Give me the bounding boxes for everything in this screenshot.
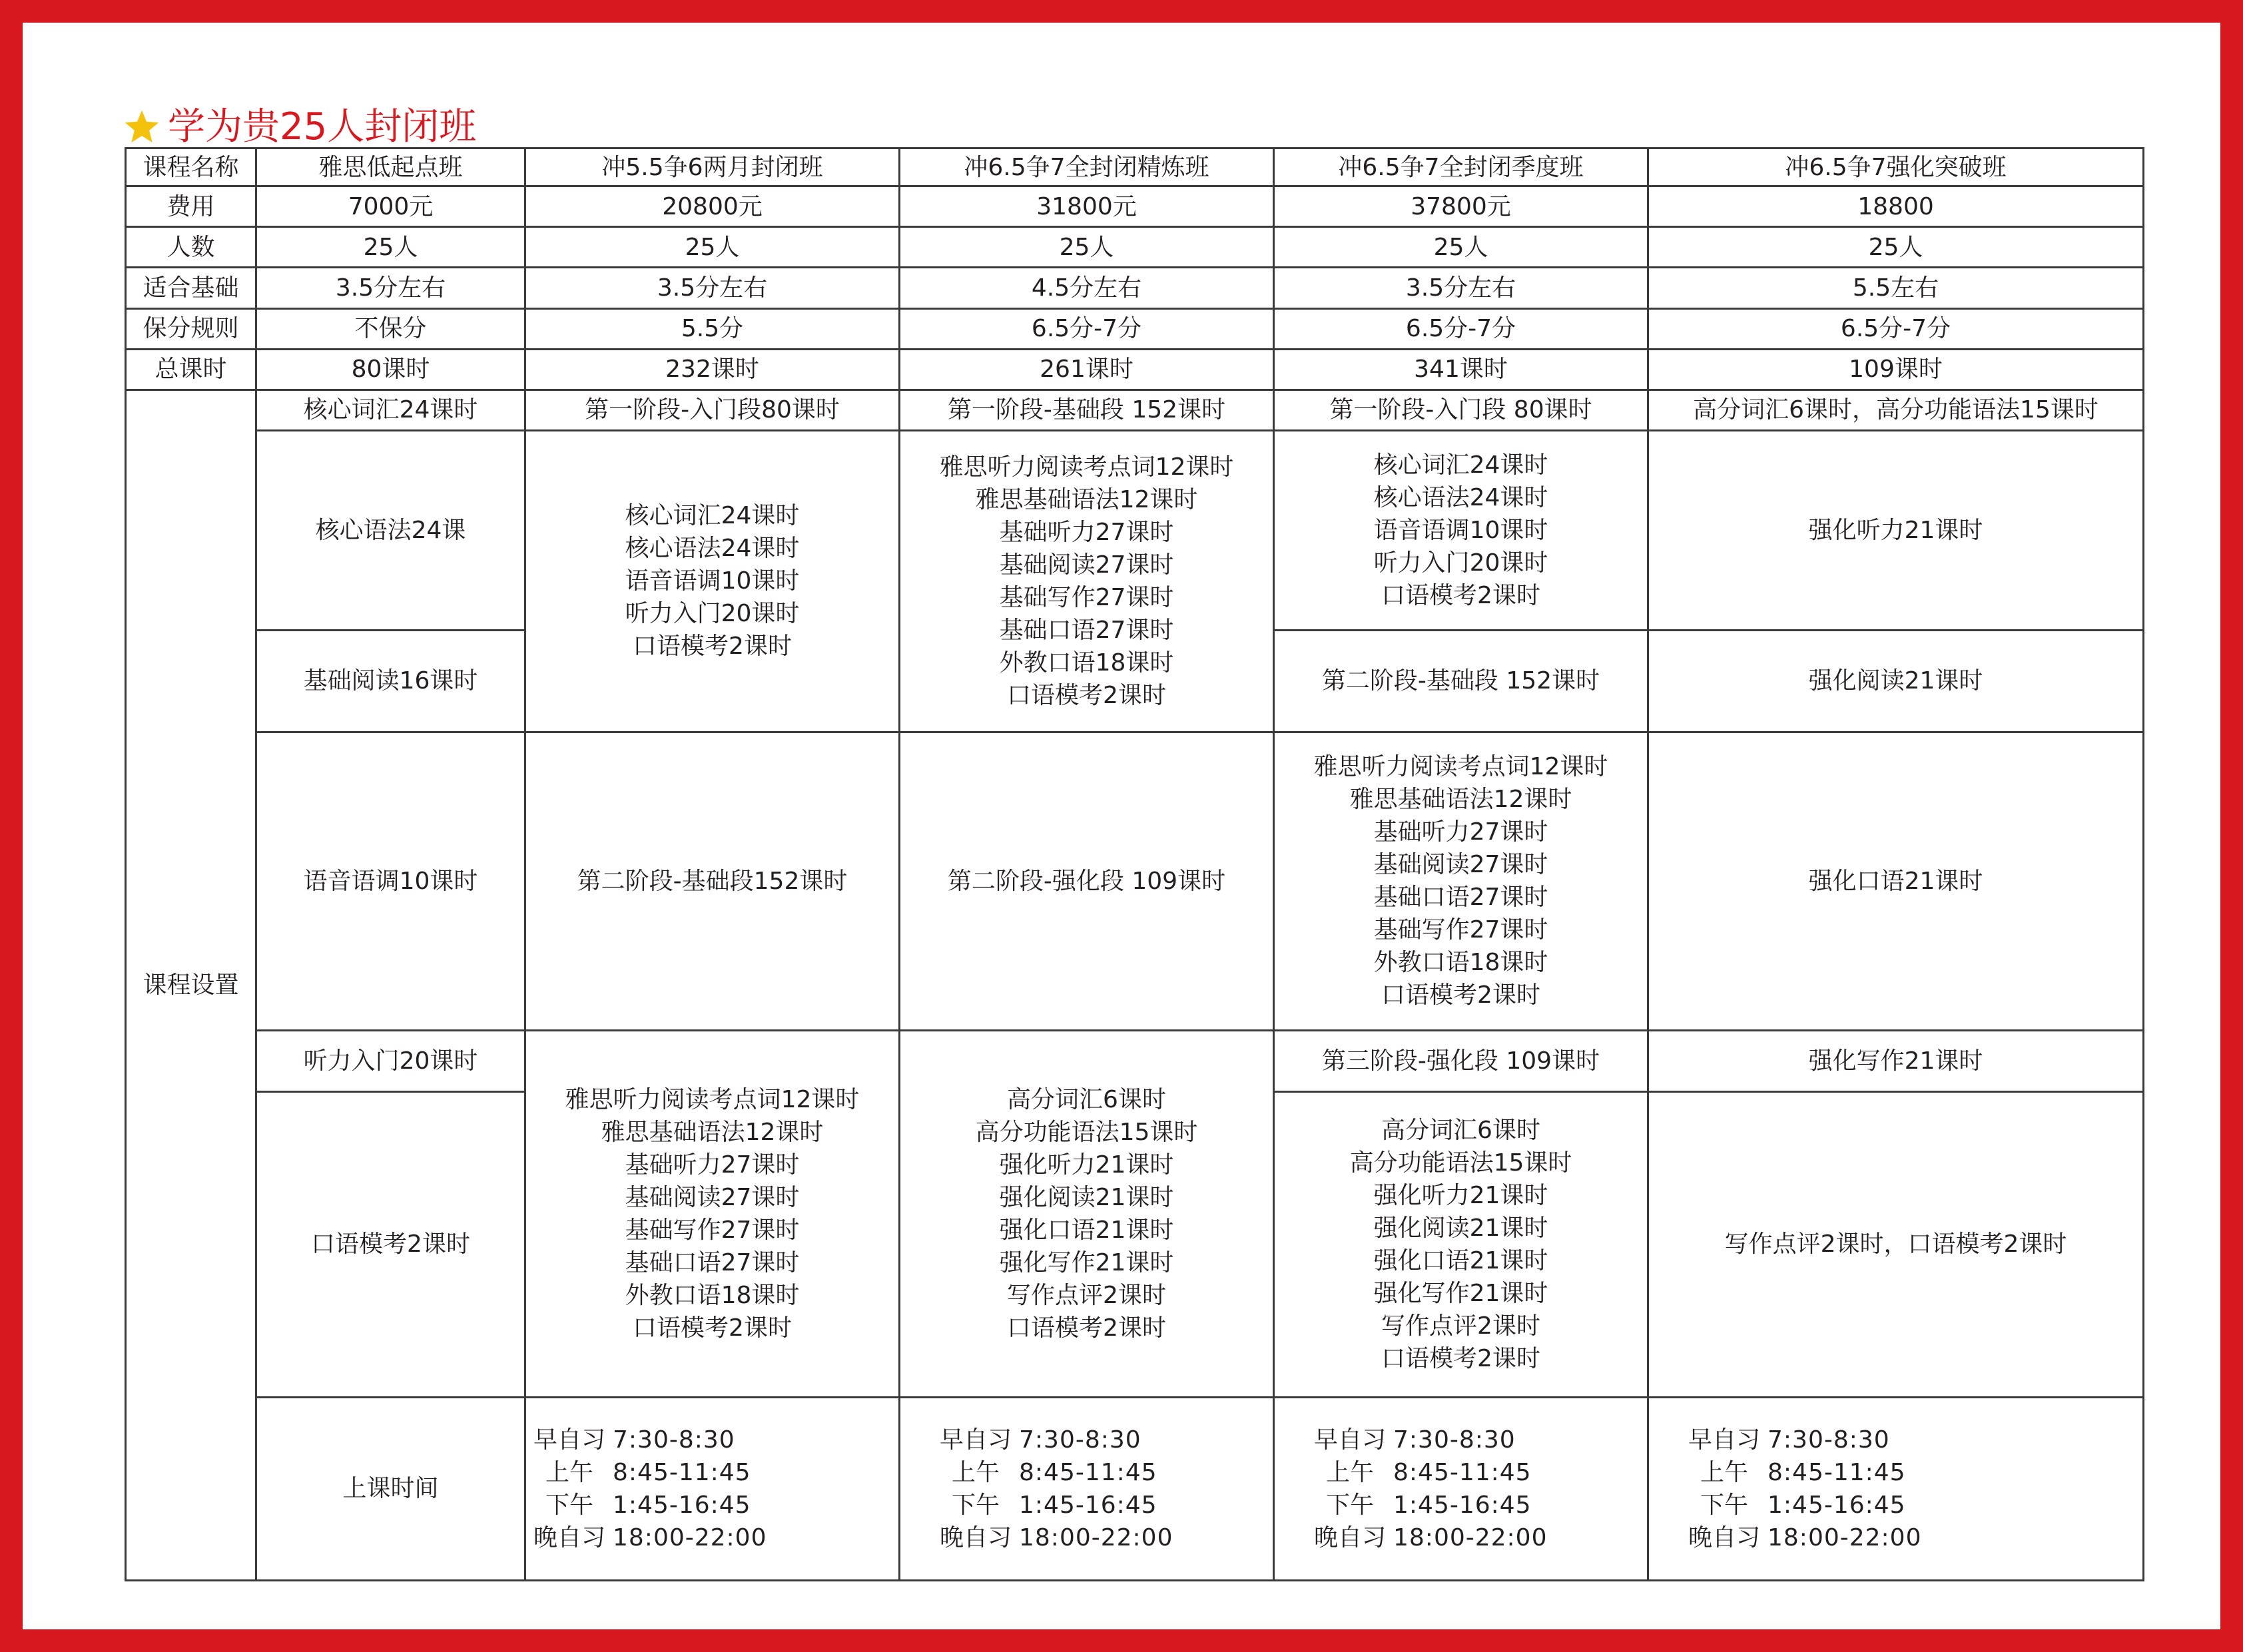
course-cell: 核心词汇24课时 (256, 390, 525, 430)
schedule-time: 7:30-8:30 (1019, 1426, 1141, 1454)
table-cell: 3.5分左右 (1274, 268, 1648, 308)
course-list (525, 1031, 900, 1397)
course-cell: 写作点评2课时，口语模考2课时 (1648, 1091, 2144, 1397)
schedule-key: 早自习 (1313, 1426, 1386, 1454)
list-item: 强化阅读21课时 (1373, 1214, 1548, 1242)
list-item: 强化口语21课时 (999, 1216, 1174, 1244)
schedule-key: 上午 (1700, 1458, 1748, 1486)
list-item: 基础口语27课时 (999, 616, 1174, 644)
table-cell: 4.5分左右 (900, 268, 1274, 308)
row-label: 总课时 (126, 349, 256, 390)
schedule-time: 1:45-16:45 (1393, 1491, 1532, 1519)
header-cell: 冲5.5争6两月封闭班 (525, 148, 900, 186)
list-item: 基础写作27课时 (1373, 916, 1548, 944)
table-row-level (126, 268, 2144, 308)
schedule-time: 18:00-22:00 (613, 1523, 767, 1551)
list-item: 高分功能语法15课时 (975, 1118, 1198, 1146)
list-item: 口语模考2课时 (1381, 981, 1540, 1009)
list-item: 高分词汇6课时 (1381, 1116, 1540, 1144)
schedule-key: 上午 (951, 1458, 1000, 1486)
course-list (1274, 431, 1648, 631)
list-item: 核心语法24课时 (625, 535, 800, 563)
course-cell: 语音语调10课时 (256, 732, 525, 1031)
list-item: 雅思听力阅读考点词12课时 (565, 1085, 860, 1113)
table-cell: 7000元 (256, 186, 525, 227)
course-cell: 强化口语21课时 (1648, 732, 2144, 1031)
row-label: 费用 (126, 186, 256, 227)
list-item: 雅思听力阅读考点词12课时 (939, 453, 1234, 481)
list-item: 雅思基础语法12课时 (975, 485, 1198, 513)
course-cell: 口语模考2课时 (256, 1091, 525, 1397)
list-item: 强化写作21课时 (999, 1248, 1174, 1276)
page-title (123, 105, 477, 148)
list-item: 基础阅读27课时 (999, 551, 1174, 579)
list-item: 口语模考2课时 (1381, 1344, 1540, 1372)
header-cell: 冲6.5争7全封闭精炼班 (900, 148, 1274, 186)
schedule-key: 上午 (545, 1458, 593, 1486)
course-cell: 第一阶段-基础段 152课时 (900, 390, 1274, 430)
row-label: 适合基础 (126, 268, 256, 308)
schedule-cell (900, 1397, 1274, 1580)
table-cell: 6.5分-7分 (900, 308, 1274, 349)
table-cell: 5.5左右 (1648, 268, 2144, 308)
list-item: 基础口语27课时 (1373, 884, 1548, 912)
course-list (525, 431, 900, 732)
schedule-key: 下午 (545, 1491, 593, 1519)
course-cell: 核心语法24课 (256, 431, 525, 631)
list-item: 高分词汇6课时 (1007, 1085, 1166, 1113)
course-row (126, 390, 2144, 430)
list-item: 口语模考2课时 (1007, 1314, 1166, 1342)
table-cell: 6.5分-7分 (1274, 308, 1648, 349)
page-title-text: 学为贵25人封闭班 (168, 105, 477, 148)
schedule-time: 7:30-8:30 (1393, 1426, 1516, 1454)
course-row (126, 732, 2144, 1031)
table-cell: 25人 (525, 227, 900, 268)
list-item: 基础阅读27课时 (1373, 851, 1548, 879)
schedule-label: 上课时间 (256, 1397, 525, 1580)
schedule-time: 1:45-16:45 (613, 1491, 751, 1519)
list-item: 听力入门20课时 (1373, 549, 1548, 577)
schedule-key: 早自习 (939, 1426, 1012, 1454)
course-cell: 第一阶段-入门段 80课时 (1274, 390, 1648, 430)
schedule-key: 晚自习 (1313, 1523, 1386, 1551)
table-cell: 341课时 (1274, 349, 1648, 390)
list-item: 核心词汇24课时 (625, 502, 800, 530)
schedule-key: 晚自习 (533, 1523, 605, 1551)
header-cell: 雅思低起点班 (256, 148, 525, 186)
table-row-guarantee (126, 308, 2144, 349)
table-row-fee (126, 186, 2144, 227)
list-item: 强化口语21课时 (1373, 1246, 1548, 1274)
table-cell: 25人 (1274, 227, 1648, 268)
table-row-hours (126, 349, 2144, 390)
table-cell: 31800元 (900, 186, 1274, 227)
list-item: 语音语调10课时 (625, 567, 800, 595)
schedule-time: 18:00-22:00 (1393, 1523, 1548, 1551)
list-item: 基础阅读27课时 (625, 1183, 800, 1211)
course-table (125, 147, 2144, 1581)
list-item: 基础写作27课时 (999, 583, 1174, 611)
table-cell: 80课时 (256, 349, 525, 390)
schedule-time: 1:45-16:45 (1019, 1491, 1157, 1519)
course-row (126, 1031, 2144, 1092)
list-item: 雅思基础语法12课时 (601, 1118, 824, 1146)
table-cell: 109课时 (1648, 349, 2144, 390)
schedule-time: 8:45-11:45 (1019, 1458, 1157, 1486)
list-item: 基础听力27课时 (999, 518, 1174, 546)
row-label: 人数 (126, 227, 256, 268)
table-cell: 3.5分左右 (256, 268, 525, 308)
table-cell: 不保分 (256, 308, 525, 349)
header-cell: 冲6.5争7全封闭季度班 (1274, 148, 1648, 186)
list-item: 口语模考2课时 (1381, 581, 1540, 609)
list-item: 外教口语18课时 (1373, 949, 1548, 977)
table-cell: 261课时 (900, 349, 1274, 390)
schedule-row (126, 1397, 2144, 1580)
list-item: 高分功能语法15课时 (1349, 1149, 1572, 1177)
course-list (900, 1031, 1274, 1397)
table-cell: 232课时 (525, 349, 900, 390)
list-item: 外教口语18课时 (999, 649, 1174, 677)
schedule-cell (1274, 1397, 1648, 1580)
schedule-time: 18:00-22:00 (1019, 1523, 1173, 1551)
list-item: 强化听力21课时 (999, 1151, 1174, 1179)
list-item: 基础写作27课时 (625, 1216, 800, 1244)
list-item: 听力入门20课时 (625, 600, 800, 628)
list-item: 核心语法24课时 (1373, 483, 1548, 511)
schedule-time: 8:45-11:45 (613, 1458, 751, 1486)
schedule-time: 18:00-22:00 (1767, 1523, 1922, 1551)
table-cell: 25人 (256, 227, 525, 268)
schedule-key: 上午 (1325, 1458, 1374, 1486)
table-header-row (126, 148, 2144, 186)
schedule-cell (525, 1397, 900, 1580)
schedule-key: 晚自习 (1688, 1523, 1760, 1551)
list-item: 雅思听力阅读考点词12课时 (1313, 753, 1608, 781)
table-cell: 18800 (1648, 186, 2144, 227)
schedule-key: 早自习 (533, 1426, 605, 1454)
list-item: 口语模考2课时 (633, 633, 792, 661)
schedule-time: 1:45-16:45 (1767, 1491, 1906, 1519)
course-list (900, 431, 1274, 732)
schedule-cell (1648, 1397, 2144, 1580)
course-cell: 第二阶段-基础段 152课时 (1274, 630, 1648, 732)
list-item: 强化阅读21课时 (999, 1183, 1174, 1211)
course-cell: 高分词汇6课时，高分功能语法15课时 (1648, 390, 2144, 430)
table-cell: 6.5分-7分 (1648, 308, 2144, 349)
list-item: 口语模考2课时 (633, 1314, 792, 1342)
list-item: 写作点评2课时 (1381, 1312, 1540, 1340)
schedule-key: 晚自习 (939, 1523, 1012, 1551)
course-cell: 强化听力21课时 (1648, 431, 2144, 631)
course-list (1274, 732, 1648, 1031)
schedule-time: 8:45-11:45 (1767, 1458, 1906, 1486)
course-cell: 第三阶段-强化段 109课时 (1274, 1031, 1648, 1092)
list-item: 基础口语27课时 (625, 1248, 800, 1276)
course-cell: 第二阶段-基础段152课时 (525, 732, 900, 1031)
course-cell: 强化阅读21课时 (1648, 630, 2144, 732)
course-cell: 强化写作21课时 (1648, 1031, 2144, 1092)
list-item: 外教口语18课时 (625, 1281, 800, 1309)
header-cell: 课程名称 (126, 148, 256, 186)
list-item: 核心词汇24课时 (1373, 451, 1548, 479)
header-cell: 冲6.5争7强化突破班 (1648, 148, 2144, 186)
schedule-time: 7:30-8:30 (1767, 1426, 1890, 1454)
course-list (1274, 1091, 1648, 1397)
list-item: 雅思基础语法12课时 (1349, 786, 1572, 814)
schedule-key: 下午 (1325, 1491, 1374, 1519)
list-item: 强化听力21课时 (1373, 1181, 1548, 1209)
table-cell: 20800元 (525, 186, 900, 227)
row-label: 保分规则 (126, 308, 256, 349)
table-cell: 37800元 (1274, 186, 1648, 227)
schedule-key: 早自习 (1688, 1426, 1760, 1454)
schedule-time: 7:30-8:30 (613, 1426, 735, 1454)
table-row-size (126, 227, 2144, 268)
table-cell: 3.5分左右 (525, 268, 900, 308)
table-cell: 25人 (900, 227, 1274, 268)
star-icon (123, 108, 161, 146)
list-item: 基础听力27课时 (1373, 818, 1548, 846)
course-cell: 基础阅读16课时 (256, 630, 525, 732)
list-item: 语音语调10课时 (1373, 516, 1548, 544)
schedule-key: 下午 (951, 1491, 1000, 1519)
course-row (126, 431, 2144, 631)
table-cell: 5.5分 (525, 308, 900, 349)
schedule-time: 8:45-11:45 (1393, 1458, 1532, 1486)
list-item: 写作点评2课时 (1007, 1281, 1166, 1309)
list-item: 强化写作21课时 (1373, 1279, 1548, 1307)
table-cell: 25人 (1648, 227, 2144, 268)
course-cell: 第二阶段-强化段 109课时 (900, 732, 1274, 1031)
course-setup-label: 课程设置 (126, 390, 256, 1580)
course-cell: 第一阶段-入门段80课时 (525, 390, 900, 430)
schedule-key: 下午 (1700, 1491, 1748, 1519)
course-cell: 听力入门20课时 (256, 1031, 525, 1092)
list-item: 基础听力27课时 (625, 1151, 800, 1179)
list-item: 口语模考2课时 (1007, 681, 1166, 709)
